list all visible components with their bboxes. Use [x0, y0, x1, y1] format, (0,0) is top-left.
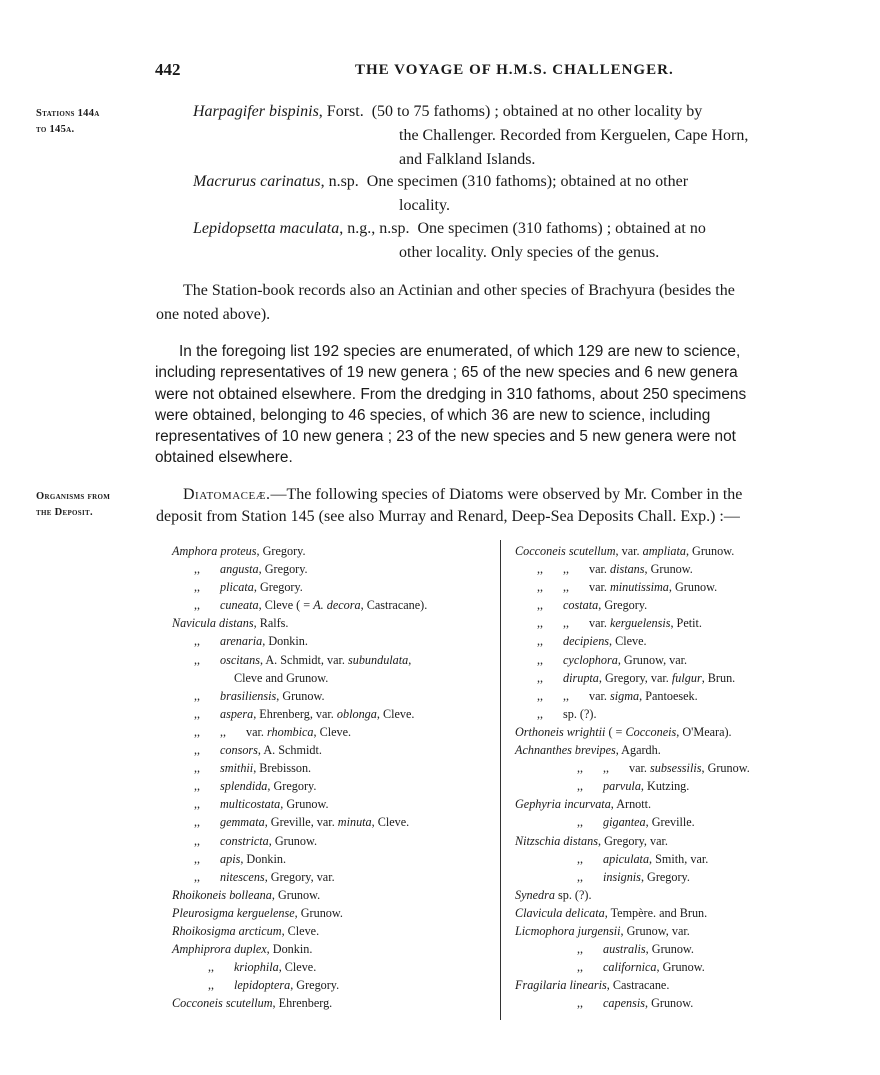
- species-note-continued: locality.: [399, 197, 450, 214]
- list-item: [515, 922, 845, 940]
- taxon-authority: , Gregory.: [256, 544, 306, 558]
- list-item: [515, 632, 845, 650]
- ditto-mark: ,,: [537, 652, 544, 667]
- list-item: [515, 687, 845, 705]
- taxon-authority: var.: [589, 562, 610, 577]
- species-author: , Forst.: [318, 103, 364, 120]
- taxon-authority: , Gregory.: [258, 562, 308, 577]
- taxon-name: Gephyria incurvata: [515, 797, 611, 812]
- margin-note-line: Stations 144a: [36, 108, 100, 119]
- list-item: [172, 632, 492, 650]
- station-book-paragraph: [156, 279, 846, 327]
- species-author: , n.g., n.sp.: [339, 220, 410, 237]
- taxon-authority: , Gregory.: [253, 580, 303, 595]
- list-item: [515, 777, 845, 795]
- taxon-name: smithii: [220, 761, 254, 776]
- taxon-authority: , Grunow.: [280, 797, 329, 812]
- taxon-name: Cocconeis: [625, 724, 677, 739]
- taxon-authority: , Brun.: [701, 670, 736, 685]
- taxon-name: angusta: [220, 562, 259, 577]
- species-name: Lepidopsetta maculata: [193, 220, 340, 237]
- taxon-authority: , Gregory.: [267, 779, 317, 794]
- ditto-mark: ,,: [194, 634, 201, 649]
- list-item: [172, 759, 492, 777]
- intro-text: deposit from Station 145 (see also Murray and Renard, Deep-Sea Deposits Chall. Exp.) :—: [156, 508, 740, 525]
- species-note-continued: other locality. Only species of the genus.: [399, 244, 660, 261]
- taxon-name: parvula: [603, 779, 641, 794]
- list-item: [515, 832, 845, 850]
- taxon-name: australis: [603, 942, 646, 957]
- taxon-name: Cocconeis scutellum: [515, 544, 616, 558]
- list-item: [515, 958, 845, 976]
- list-item: [515, 759, 845, 777]
- margin-note-line: the Deposit.: [36, 507, 93, 518]
- list-item: [172, 813, 492, 831]
- taxon-name: Navicula distans: [172, 616, 254, 631]
- taxon-authority: , Gregory.: [640, 869, 690, 884]
- taxon-authority: sp. (?).: [554, 887, 592, 902]
- taxon-name: lepidoptera: [234, 978, 291, 993]
- taxon-name: sigma: [609, 688, 640, 703]
- species-note: (50 to 75 fathoms) ; obtained at no other locality by: [363, 103, 703, 120]
- list-item: [172, 542, 492, 560]
- margin-note-stations: [36, 106, 100, 138]
- taxon-authority: , Gregory, var.: [598, 670, 672, 685]
- taxon-authority: , Grunow, var.: [617, 652, 688, 667]
- taxon-authority: , Pantoesek.: [639, 688, 698, 703]
- taxon-name: Nitzschia distans: [515, 833, 598, 848]
- taxon-name: constricta: [220, 833, 269, 848]
- species-name: Harpagifer bispinis: [193, 103, 319, 120]
- list-item: [515, 705, 845, 723]
- ditto-mark: ,,: [220, 724, 227, 739]
- taxon-name: plicata: [220, 580, 254, 595]
- taxon-name: brasiliensis: [220, 688, 277, 703]
- ditto-mark: ,,: [194, 724, 201, 739]
- species-note-continued: the Challenger. Recorded from Kerguelen, Cape Horn,: [399, 127, 749, 144]
- paragraph-line: The Station-book records also an Actinian and other species of Brachyura (besides the: [183, 282, 735, 299]
- taxon-authority: , Brebisson.: [253, 761, 312, 776]
- list-item: [172, 832, 492, 850]
- ditto-mark: ,,: [194, 688, 201, 703]
- ditto-mark: ,,: [194, 652, 201, 667]
- ditto-mark: ,,: [563, 616, 570, 631]
- taxon-name: minuta: [337, 815, 372, 830]
- taxon-authority: , Grunow, var.: [620, 923, 690, 938]
- taxon-authority: sp. (?).: [563, 706, 597, 721]
- taxon-name: Rhoikosigma arcticum: [172, 923, 282, 938]
- list-item: [515, 994, 845, 1012]
- taxon-name: oscitans: [220, 652, 260, 667]
- list-item: [172, 651, 492, 669]
- list-item: [515, 850, 845, 868]
- list-item: [515, 669, 845, 687]
- list-item: [172, 886, 492, 904]
- list-item: [172, 922, 492, 940]
- list-item: [172, 795, 492, 813]
- summary-line: were not obtained elsewhere. From the dredging in 310 fathoms, about 250 specimens: [155, 385, 747, 403]
- ditto-mark: ,,: [194, 598, 201, 613]
- taxon-name: californica: [603, 960, 657, 975]
- list-item: [172, 578, 492, 596]
- taxon-name: Clavicula delicata: [515, 905, 605, 920]
- ditto-mark: ,,: [563, 580, 570, 595]
- ditto-mark: ,,: [537, 616, 544, 631]
- list-item: [172, 904, 492, 922]
- taxon-name: fulgur: [671, 670, 702, 685]
- summary-line: In the foregoing list 192 species are enumerated, of which 129 are new to science,: [179, 343, 741, 360]
- summary-line: obtained elsewhere.: [155, 449, 293, 467]
- ditto-mark: ,,: [194, 706, 201, 721]
- taxon-authority: Cleve and Grunow.: [234, 670, 329, 685]
- taxon-authority: , Cleve.: [281, 923, 320, 938]
- species-entry-harpagifer: [193, 100, 843, 172]
- section-heading: Diatomaceæ.: [183, 486, 271, 503]
- taxon-name: Synedra: [515, 887, 555, 902]
- taxon-name: minutissima: [609, 580, 669, 595]
- taxon-authority: var.: [589, 580, 610, 595]
- ditto-mark: ,,: [194, 833, 201, 848]
- list-item: [515, 940, 845, 958]
- intro-text: —The following species of Diatoms were observed by Mr. Comber in the: [270, 486, 743, 503]
- ditto-mark: ,,: [537, 634, 544, 649]
- taxon-name: Fragilaria linearis: [515, 978, 607, 993]
- taxon-authority: , Grunow.: [271, 887, 321, 902]
- taxon-name: multicostata: [220, 797, 281, 812]
- list-item: [172, 976, 492, 994]
- taxon-name: decipiens: [563, 634, 610, 649]
- taxon-authority: , Cleve ( =: [258, 598, 314, 613]
- taxon-authority: , Grunow.: [685, 544, 735, 558]
- list-item: [515, 542, 845, 560]
- ditto-mark: ,,: [208, 960, 215, 975]
- taxon-authority: var.: [589, 616, 610, 631]
- taxon-authority: ( =: [605, 724, 626, 739]
- margin-note-line: to 145a.: [36, 124, 75, 135]
- list-item: [172, 940, 492, 958]
- taxon-name: kerguelensis: [609, 616, 671, 631]
- taxon-name: arenaria: [220, 634, 263, 649]
- taxon-authority: , Agardh.: [615, 743, 661, 758]
- taxon-authority: , Cleve.: [609, 634, 647, 649]
- taxon-name: distans: [609, 562, 645, 577]
- taxon-authority: , Donkin.: [240, 851, 287, 866]
- taxon-authority: , Grunow.: [701, 761, 750, 776]
- species-entry-lepidopsetta: [193, 217, 843, 265]
- summary-line: including representatives of 19 new genera ; 65 of the new species and 6 new genera: [155, 364, 738, 382]
- taxon-authority: , Donkin.: [262, 634, 308, 649]
- taxon-name: ampliata: [642, 544, 686, 558]
- taxon-authority: , Grunow.: [656, 960, 705, 975]
- ditto-mark: ,,: [537, 580, 544, 595]
- taxon-name: Licmophora jurgensii: [515, 923, 621, 938]
- ditto-mark: ,,: [537, 562, 544, 577]
- taxon-authority: , Smith, var.: [649, 851, 709, 866]
- taxon-authority: , Tempère. and Brun.: [604, 905, 708, 920]
- paragraph-line: one noted above).: [156, 306, 271, 323]
- ditto-mark: ,,: [537, 706, 544, 721]
- list-item: [172, 614, 492, 632]
- column-divider: [500, 540, 501, 1020]
- list-item: [515, 578, 845, 596]
- taxon-authority: , Cleve.: [278, 960, 317, 975]
- page-number: 442: [155, 60, 181, 79]
- taxon-name: gigantea: [603, 815, 646, 830]
- list-item: [515, 976, 845, 994]
- species-name: Macrurus carinatus: [193, 173, 321, 190]
- taxon-name: capensis: [603, 996, 645, 1011]
- taxon-name: cuneata: [220, 598, 259, 613]
- ditto-mark: ,,: [208, 978, 215, 993]
- taxon-authority: , Grunow.: [644, 996, 694, 1011]
- taxon-name: cyclophora: [563, 652, 618, 667]
- taxon-authority: , A. Schmidt.: [257, 743, 322, 758]
- taxon-name: Achnanthes brevipes: [515, 743, 616, 758]
- taxon-authority: , Petit.: [670, 616, 702, 631]
- ditto-mark: ,,: [577, 960, 584, 975]
- taxon-name: aspera: [220, 706, 254, 721]
- diatomaceae-intro: [156, 484, 846, 528]
- taxon-authority: var.: [246, 724, 267, 739]
- taxon-name: subundulata: [347, 652, 409, 667]
- ditto-mark: ,,: [194, 779, 201, 794]
- taxon-name: oblonga: [336, 706, 377, 721]
- list-item: [515, 614, 845, 632]
- list-item: [172, 850, 492, 868]
- taxon-authority: , Ehrenberg.: [272, 996, 333, 1011]
- taxon-authority: , Grunow.: [268, 833, 318, 848]
- taxon-authority: , Grunow.: [645, 942, 694, 957]
- taxon-authority: , Greville, var.: [264, 815, 338, 830]
- ditto-mark: ,,: [194, 797, 201, 812]
- list-item: [515, 886, 845, 904]
- list-item: [172, 994, 492, 1012]
- list-item: [172, 560, 492, 578]
- taxon-name: Orthoneis wrightii: [515, 724, 606, 739]
- taxon-name: Rhoikoneis bolleana: [172, 887, 272, 902]
- ditto-mark: ,,: [603, 761, 610, 776]
- taxon-authority: , A. Schmidt, var.: [259, 652, 348, 667]
- ditto-mark: ,,: [563, 562, 570, 577]
- taxon-authority: , Gregory, var.: [264, 869, 335, 884]
- ditto-mark: ,,: [194, 869, 201, 884]
- species-note: One specimen (310 fathoms) ; obtained at no: [409, 220, 706, 237]
- taxon-authority: , Castracane.: [606, 978, 670, 993]
- taxon-name: subsessilis: [649, 761, 702, 776]
- taxon-name: Cocconeis scutellum: [172, 996, 273, 1011]
- list-item: [515, 813, 845, 831]
- species-author: , n.sp.: [320, 173, 359, 190]
- list-item: [515, 795, 845, 813]
- ditto-mark: ,,: [194, 580, 201, 595]
- list-item: [172, 958, 492, 976]
- ditto-mark: ,,: [194, 761, 201, 776]
- list-item: [515, 560, 845, 578]
- taxon-authority: , Ehrenberg, var.: [253, 706, 337, 721]
- list-item: [515, 723, 845, 741]
- taxon-name: gemmata: [220, 815, 265, 830]
- taxon-name: Amphora proteus: [172, 544, 257, 558]
- taxon-authority: , Gregory, var.: [597, 833, 668, 848]
- taxon-name: Pleurosigma kerguelense: [172, 905, 295, 920]
- list-item: [172, 669, 492, 687]
- list-item: [515, 904, 845, 922]
- taxon-authority: , Grunow.: [644, 562, 693, 577]
- taxon-name: costata: [563, 598, 599, 613]
- diatom-list-left: [172, 542, 492, 1012]
- taxon-authority: , Cleve.: [376, 706, 415, 721]
- ditto-mark: ,,: [537, 670, 544, 685]
- species-entry-macrurus: [193, 170, 843, 218]
- taxon-name: rhombica: [266, 724, 314, 739]
- list-item: [515, 651, 845, 669]
- taxon-authority: , Cleve.: [313, 724, 352, 739]
- taxon-name: apis: [220, 851, 241, 866]
- list-item: [172, 777, 492, 795]
- taxon-authority: , Gregory.: [290, 978, 340, 993]
- ditto-mark: ,,: [194, 851, 201, 866]
- ditto-mark: ,,: [537, 688, 544, 703]
- list-item: [172, 705, 492, 723]
- summary-line: were obtained, belonging to 46 species, of which 36 are new to science, including: [155, 406, 711, 424]
- taxon-name: consors: [220, 743, 258, 758]
- ditto-mark: ,,: [194, 743, 201, 758]
- list-item: [515, 596, 845, 614]
- ditto-mark: ,,: [577, 869, 584, 884]
- taxon-name: kriophila: [234, 960, 279, 975]
- ditto-mark: ,,: [563, 688, 570, 703]
- taxon-authority: , Kutzing.: [640, 779, 690, 794]
- list-item: [172, 723, 492, 741]
- taxon-authority: , Gregory.: [598, 598, 648, 613]
- taxon-name: nitescens: [220, 869, 265, 884]
- taxon-name: apiculata: [603, 851, 650, 866]
- species-note-continued: and Falkland Islands.: [399, 151, 536, 168]
- list-item: [172, 741, 492, 759]
- list-item: [172, 687, 492, 705]
- taxon-name: dirupta: [563, 670, 599, 685]
- ditto-mark: ,,: [194, 815, 201, 830]
- taxon-authority: , Grunow.: [668, 580, 718, 595]
- taxon-authority: var.: [629, 761, 650, 776]
- ditto-mark: ,,: [577, 851, 584, 866]
- ditto-mark: ,,: [577, 815, 584, 830]
- taxon-authority: , Castracane).: [360, 598, 428, 613]
- taxon-name: insignis: [603, 869, 641, 884]
- taxon-name: Amphiprora duplex: [172, 942, 267, 957]
- diatom-list-right: [515, 542, 845, 1012]
- list-item: [515, 741, 845, 759]
- ditto-mark: ,,: [577, 761, 584, 776]
- ditto-mark: ,,: [577, 779, 584, 794]
- taxon-authority: , Grunow.: [276, 688, 325, 703]
- taxon-name: splendida: [220, 779, 268, 794]
- taxon-authority: , Grunow.: [294, 905, 343, 920]
- list-item: [515, 868, 845, 886]
- ditto-mark: ,,: [537, 598, 544, 613]
- taxon-authority: , Ralfs.: [253, 616, 289, 631]
- species-note: One specimen (310 fathoms); obtained at no other: [358, 173, 689, 190]
- taxon-name: A. decora: [313, 598, 361, 613]
- summary-paragraph: [155, 341, 845, 469]
- running-head: THE VOYAGE OF H.M.S. CHALLENGER.: [355, 62, 674, 78]
- taxon-authority: , Cleve.: [371, 815, 410, 830]
- taxon-authority: ,: [408, 652, 412, 667]
- taxon-authority: , Donkin.: [266, 942, 313, 957]
- margin-note-organisms: [36, 489, 110, 521]
- list-item: [172, 868, 492, 886]
- ditto-mark: ,,: [577, 996, 584, 1011]
- list-item: [172, 596, 492, 614]
- taxon-authority: , Greville.: [645, 815, 695, 830]
- taxon-authority: , O'Meara).: [676, 724, 732, 739]
- taxon-authority: var.: [589, 688, 610, 703]
- taxon-authority: , var.: [615, 544, 643, 558]
- margin-note-line: Organisms from: [36, 491, 111, 502]
- ditto-mark: ,,: [194, 562, 201, 577]
- taxon-authority: , Arnott.: [610, 797, 652, 812]
- ditto-mark: ,,: [577, 942, 584, 957]
- summary-line: representatives of 10 new genera ; 23 of the new species and 5 new genera were not: [155, 428, 736, 446]
